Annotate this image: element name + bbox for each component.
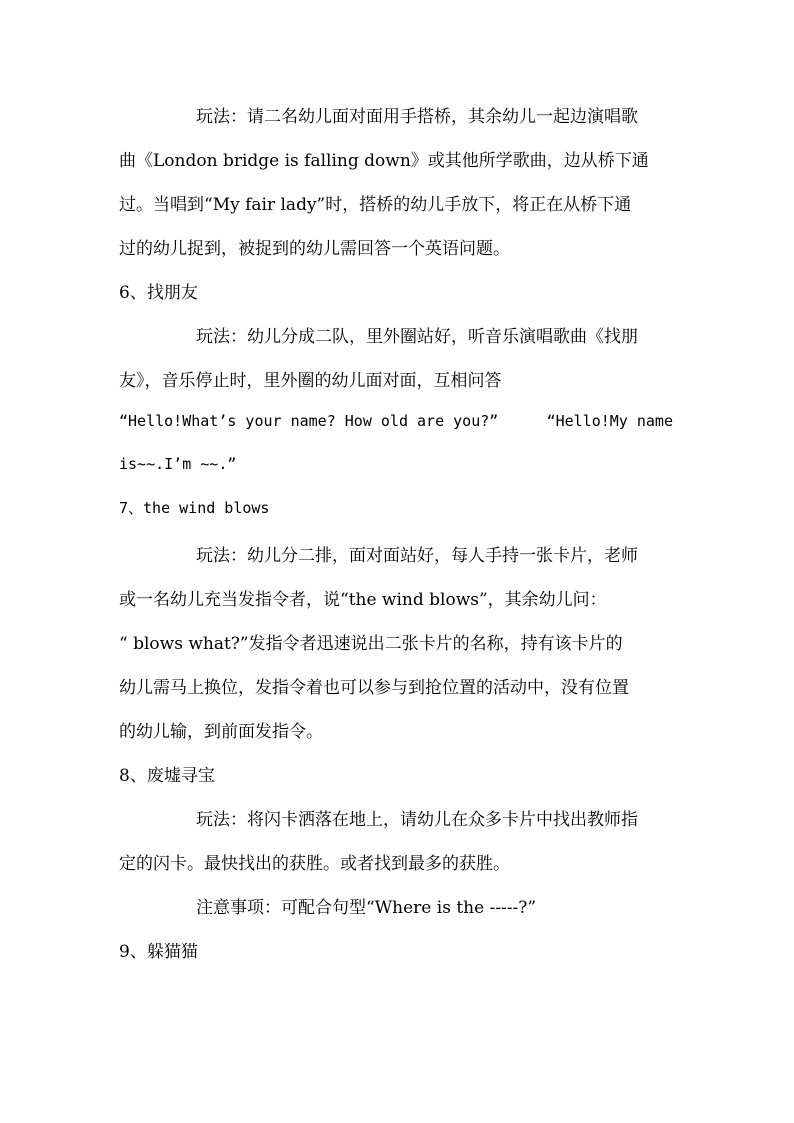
dialogue-question: “Hello!What’s your name? How old are you?”	[119, 412, 499, 430]
paragraph-line: 或一名幼儿充当发指令者，说“the wind blows”，其余幼儿问：	[119, 590, 607, 610]
section-heading: 7、the wind blows	[119, 499, 270, 517]
paragraph-line: 玩法：幼儿分二排，面对面站好，每人手持一张卡片，老师	[196, 546, 638, 566]
paragraph-line: 曲《London bridge is falling down》或其他所学歌曲，边从桥下通	[119, 151, 649, 171]
paragraph-line: 玩法：请二名幼儿面对面用手搭桥，其余幼儿一起边演唱歌	[196, 107, 638, 127]
section-heading: 8、废墟寻宝	[119, 766, 215, 786]
paragraph-line: 的幼儿输，到前面发指令。	[119, 722, 323, 742]
paragraph-line	[119, 410, 673, 432]
note-line: 注意事项：可配合句型“Where is the -----?”	[196, 898, 537, 918]
dialogue-answer: “Hello!My name	[546, 412, 673, 430]
section-heading: 6、找朋友	[119, 283, 198, 303]
paragraph-line: 玩法：将闪卡洒落在地上，请幼儿在众多卡片中找出教师指	[196, 810, 638, 830]
paragraph-line: 幼儿需马上换位，发指令着也可以参与到抢位置的活动中，没有位置	[119, 678, 629, 698]
paragraph-line: 过。当唱到“My fair lady”时，搭桥的幼儿手放下，将正在从桥下通	[119, 195, 632, 215]
paragraph-line: 过的幼儿捉到，被捉到的幼儿需回答一个英语问题。	[119, 239, 510, 259]
paragraph-line: “ blows what?”发指令者迅速说出二张卡片的名称，持有该卡片的	[119, 634, 623, 654]
paragraph-line: is~~.I’m ~~.”	[119, 455, 237, 473]
section-heading: 9、躲猫猫	[119, 942, 198, 962]
paragraph-line: 玩法：幼儿分成二队，里外圈站好，听音乐演唱歌曲《找朋	[196, 327, 638, 347]
paragraph-line: 友》，音乐停止时，里外圈的幼儿面对面，互相问答	[119, 371, 502, 391]
paragraph-line: 定的闪卡。最快找出的获胜。或者找到最多的获胜。	[119, 854, 510, 874]
